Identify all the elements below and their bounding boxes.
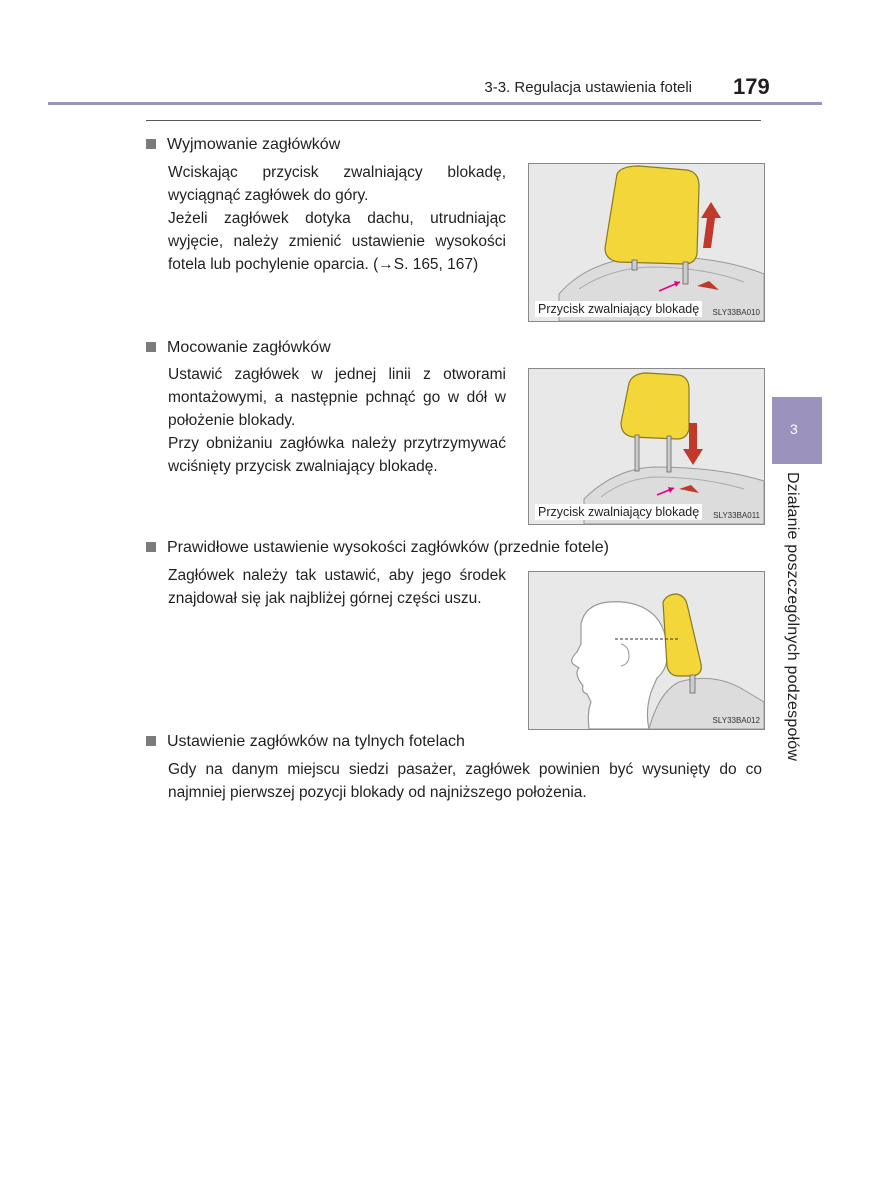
paragraph: Gdy na danym miejscu siedzi pasażer, zagłówek powinien być wysunięty do co najmniej pierwszej pozycji blokady od najniższego położenia. bbox=[168, 761, 762, 801]
paragraph: Jeżeli zagłówek dotyka dachu, utrudniając wyjęcie, należy zmienić ustawienie wysokości fotela lub pochylenie oparcia. (→S. 165, 167) bbox=[168, 210, 506, 273]
figure-caption: Przycisk zwalniający blokadę bbox=[535, 301, 702, 317]
section-heading bbox=[146, 733, 465, 751]
paragraph: Przy obniżaniu zagłówka należy przytrzymywać wciśnięty przycisk zwalniający blokadę. bbox=[168, 435, 506, 475]
header-subrule bbox=[146, 120, 761, 121]
headrest-installation-figure bbox=[528, 368, 765, 525]
section-title: 3-3. Regulacja ustawienia foteli bbox=[484, 79, 692, 96]
figure-code: SLY33BA011 bbox=[713, 511, 760, 520]
chapter-tab[interactable] bbox=[772, 397, 822, 464]
square-bullet-icon bbox=[146, 139, 156, 149]
headrest-removal-illustration bbox=[529, 164, 764, 321]
page-number: 179 bbox=[733, 74, 770, 99]
headrest-removal-figure bbox=[528, 163, 765, 322]
heading-text: Mocowanie zagłówków bbox=[167, 339, 331, 356]
section-heading bbox=[146, 539, 609, 557]
chapter-number: 3 bbox=[790, 421, 798, 437]
square-bullet-icon bbox=[146, 542, 156, 552]
paragraph: Ustawić zagłówek w jednej linii z otworami montażowymi, a następnie pchnąć go w dół w położenie blokady. bbox=[168, 366, 506, 429]
figure-code: SLY33BA010 bbox=[712, 308, 760, 317]
section-heading bbox=[146, 339, 331, 357]
square-bullet-icon bbox=[146, 736, 156, 746]
chapter-label: Działanie poszczególnych podzespołów bbox=[784, 472, 801, 762]
heading-text: Ustawienie zagłówków na tylnych fotelach bbox=[167, 733, 465, 750]
square-bullet-icon bbox=[146, 342, 156, 352]
figure-code: SLY33BA012 bbox=[712, 716, 760, 725]
figure-caption: Przycisk zwalniający blokadę bbox=[535, 504, 702, 520]
headrest-installation-illustration bbox=[529, 369, 764, 524]
paragraph: Zagłówek należy tak ustawić, aby jego środek znajdował się jak najbliżej górnej części uszu. bbox=[168, 567, 506, 607]
paragraph: Wciskając przycisk zwalniający blokadę, wyciągnąć zagłówek do góry. bbox=[168, 164, 506, 204]
headrest-height-illustration bbox=[529, 572, 764, 729]
headrest-height-figure bbox=[528, 571, 765, 730]
section-heading bbox=[146, 136, 340, 154]
header-rule bbox=[48, 102, 822, 105]
heading-text: Prawidłowe ustawienie wysokości zagłówków (przednie fotele) bbox=[167, 539, 609, 556]
heading-text: Wyjmowanie zagłówków bbox=[167, 136, 341, 153]
